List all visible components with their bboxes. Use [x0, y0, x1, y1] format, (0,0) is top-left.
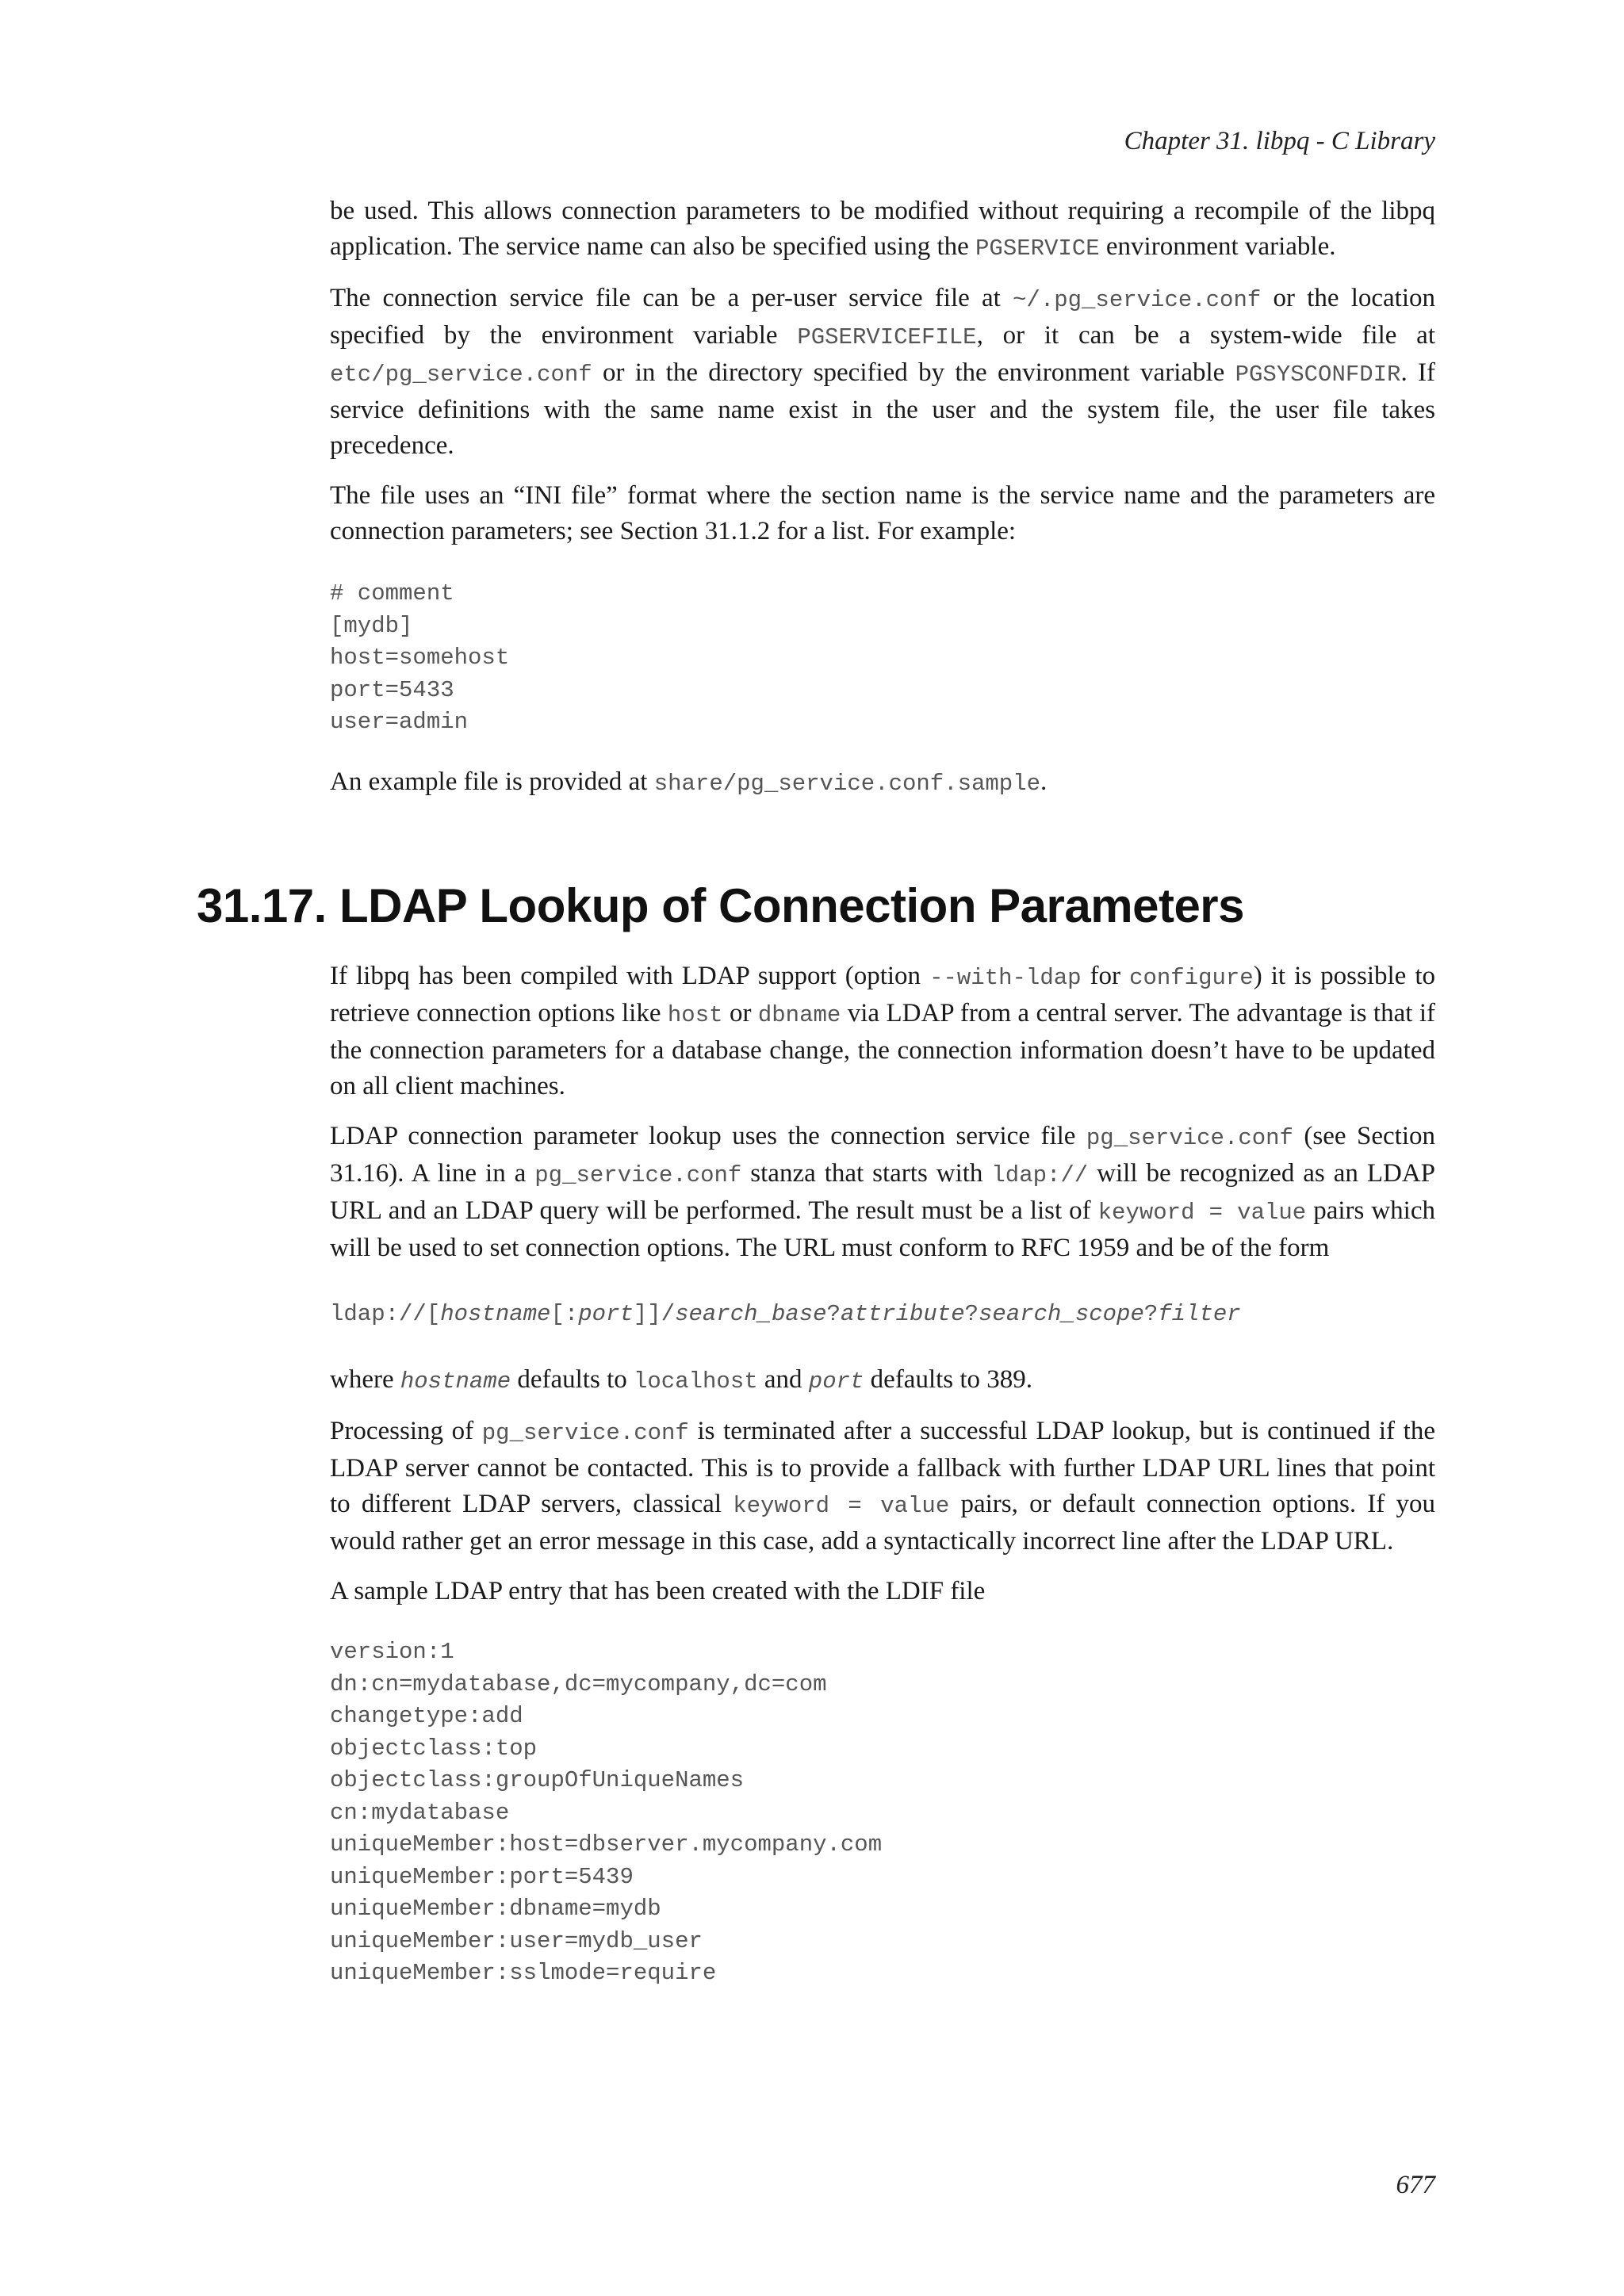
text: defaults to 389.: [864, 1365, 1033, 1394]
code-param: search_base: [675, 1301, 827, 1327]
top-text-block: [330, 193, 1435, 816]
text: defaults to: [511, 1365, 634, 1394]
code-block-ldif: version:1 dn:cn=mydatabase,dc=mycompany,dc=com changetype:add objectclass:top objectclass:groupOfUniqueNames cn:mydatabase uniqueMember:host=dbserver.mycompany.com uniqueMember:port=5439 uniqueMember:dbname=mydb uniqueMember:user=mydb_user uniqueMember:sslmode=require: [330, 1639, 883, 1986]
code-inline: keyword = value: [1097, 1200, 1307, 1226]
code-inline: ?: [826, 1301, 841, 1327]
code-inline: ldap://: [991, 1162, 1089, 1188]
code-inline: ?: [964, 1301, 979, 1327]
section-heading: 31.17. LDAP Lookup of Connection Parameters: [197, 879, 1245, 932]
code-inline: configure: [1129, 965, 1254, 991]
code-inline: PGSERVICE: [975, 235, 1100, 262]
text: stanza that starts with: [741, 1159, 992, 1188]
code-inline: pg_service.conf: [1086, 1125, 1293, 1151]
code-param: attribute: [840, 1301, 965, 1327]
code-inline: ldap://[: [330, 1301, 441, 1327]
code-inline: --with-ldap: [929, 965, 1082, 991]
code-inline: dbname: [757, 1002, 841, 1028]
text: will be recognized as an LDAP URL and an LDAP query will be performed. The result must be a list of: [330, 1159, 1436, 1225]
code-inline: keyword = value: [733, 1493, 950, 1519]
text: for: [1081, 962, 1130, 990]
code-inline: PGSERVICEFILE: [797, 324, 977, 350]
code-param: hostname: [400, 1368, 511, 1395]
paragraph-sample-entry: A sample LDAP entry that has been created with the LDIF file: [330, 1577, 986, 1605]
code-inline: ~/.pg_service.conf: [1013, 287, 1262, 313]
text: and: [757, 1365, 809, 1394]
paragraph-service-name: [330, 193, 1435, 266]
code-inline: etc/pg_service.conf: [330, 362, 592, 388]
code-inline: pg_service.conf: [481, 1420, 689, 1446]
paragraph-ldap-support: [330, 959, 1435, 1104]
code-block-example: # comment [mydb] host=somehost port=5433 user=admin: [330, 580, 510, 735]
text: or the location specified by the environment variable: [330, 284, 1435, 350]
code-inline: [:: [550, 1301, 579, 1327]
text: . If service definitions with the same name exist in the user and the system file, the user file takes precedence.: [330, 358, 1435, 460]
text: The connection service file can be a per-user service file at: [330, 284, 1013, 312]
text: pairs, or default connection options. If you would rather get an error message in this case, add a syntactically incorrect line after the LDAP URL.: [330, 1490, 1435, 1556]
code-inline: share/pg_service.conf.sample: [653, 770, 1040, 797]
text: An example file is provided at: [330, 767, 654, 796]
paragraph-ini-format: The file uses an “INI file” format where the section name is the service name and the parameters are connection parameters; see Section 31.1.2 for a list. For example:: [330, 481, 1435, 545]
code-param: filter: [1158, 1301, 1241, 1327]
paragraph-processing: [330, 1414, 1435, 1559]
text: , or it can be a system-wide file at: [976, 321, 1435, 350]
code-param: hostname: [440, 1301, 551, 1327]
text: (see Section 31.16). A line in a: [330, 1122, 1436, 1188]
code-inline: pg_service.conf: [534, 1162, 742, 1188]
paragraph-service-file: [330, 281, 1435, 464]
page-number: 677: [1396, 2171, 1435, 2199]
paragraph-defaults: [330, 1362, 1435, 1399]
ldap-url-form: [330, 1295, 1435, 1332]
text: where: [330, 1365, 400, 1394]
text: is terminated after a successful LDAP lookup, but is continued if the LDAP server cannot be contacted. This is to provide a fallback with further LDAP URL lines that point to different LDAP servers, classical: [330, 1417, 1435, 1518]
code-param: search_scope: [979, 1301, 1144, 1327]
text: via LDAP from a central server. The advantage is that if the connection parameters for a database change, the connection information doesn’t have to be updated on all client machines.: [330, 999, 1435, 1100]
text: Processing of: [330, 1417, 482, 1445]
code-inline: PGSYSCONFDIR: [1235, 362, 1401, 388]
text: or: [722, 999, 758, 1027]
text: pairs which will be used to set connection options. The URL must conform to RFC 1959 and be of the form: [330, 1196, 1435, 1262]
text: LDAP connection parameter lookup uses the connection service file: [330, 1122, 1086, 1150]
code-param: port: [578, 1301, 634, 1327]
text: be used. This allows connection parameters to be modified without requiring a recompile of the libpq application. The service name can also be specified using the: [330, 197, 1435, 261]
text: environment variable.: [1099, 232, 1336, 261]
paragraph-example-file: [330, 764, 1435, 802]
code-inline: ]]/: [633, 1301, 676, 1327]
running-header: Chapter 31. libpq - C Library: [1124, 127, 1435, 155]
section-text-block: [330, 959, 1435, 1990]
text: .: [1040, 767, 1048, 796]
paragraph-ldap-lookup: [330, 1119, 1435, 1266]
code-inline: host: [667, 1002, 723, 1028]
code-param: port: [808, 1368, 864, 1395]
code-inline: ?: [1143, 1301, 1159, 1327]
text: ) it is possible to retrieve connection options like: [330, 962, 1436, 1027]
code-inline: localhost: [634, 1368, 758, 1395]
text: or in the directory specified by the environment variable: [592, 358, 1235, 387]
text: If libpq has been compiled with LDAP support (option: [330, 962, 930, 990]
